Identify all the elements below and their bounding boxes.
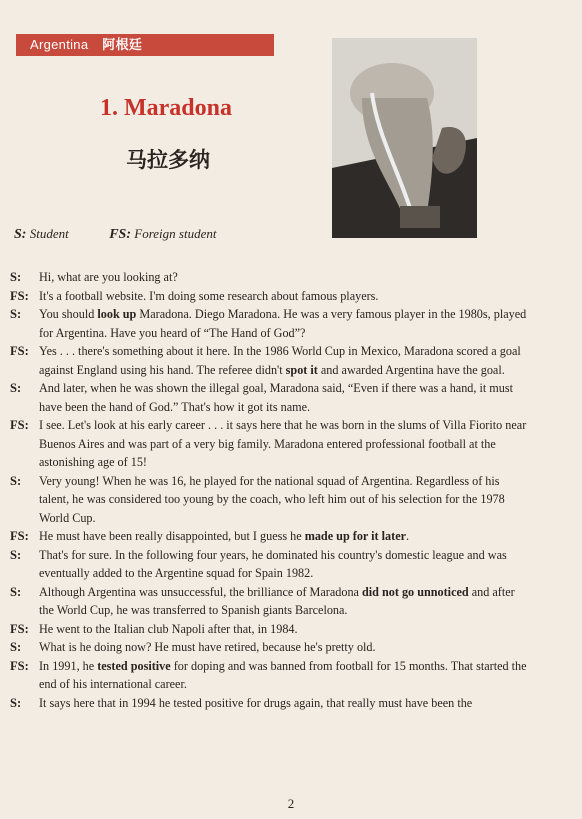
dialogue-text: He must have been really disappointed, but I guess he bbox=[39, 529, 305, 543]
dialogue-line bbox=[10, 583, 528, 620]
speaker-label: S: bbox=[10, 270, 22, 284]
dialogue-line bbox=[10, 379, 528, 416]
page-title-zh: 马拉多纳 bbox=[126, 148, 210, 172]
key-phrase: made up for it later bbox=[304, 529, 407, 543]
dialogue-text: And later, when he was shown the illegal goal, Maradona said, “Even if there was a hand, it must have been the hand of God.” That's how it got its name. bbox=[39, 381, 514, 414]
dialogue-line bbox=[10, 287, 528, 306]
speaker-label: FS: bbox=[10, 658, 29, 673]
dialogue-text: It says here that in 1994 he tested positive for drugs again, that really must have been the bbox=[39, 695, 473, 710]
speaker-label: S: bbox=[10, 584, 22, 599]
section-banner bbox=[16, 34, 274, 56]
dialogue bbox=[10, 268, 528, 712]
dialogue-line bbox=[10, 694, 528, 713]
dialogue-text: Maradona. Diego Maradona. He was a very famous player in the 1980s, played for Argentina. Have you heard of “The Hand of God”? bbox=[39, 307, 527, 340]
legend-fs-text: Foreign student bbox=[134, 226, 217, 241]
speaker-label: S: bbox=[10, 473, 22, 488]
dialogue-text: Yes . . . there's something about it here. In the 1986 World Cup in Mexico, Maradona scored a goal against England using his hand. The referee didn't bbox=[39, 344, 521, 377]
dialogue-text: It's a football website. I'm doing some research about famous players. bbox=[39, 288, 379, 303]
speaker-label: S: bbox=[10, 307, 22, 321]
dialogue-line bbox=[10, 638, 528, 657]
speaker-label: S: bbox=[10, 640, 22, 654]
dialogue-line bbox=[10, 342, 528, 379]
dialogue-line bbox=[10, 657, 528, 694]
dialogue-text: and awarded Argentina have the goal. bbox=[317, 362, 505, 377]
dialogue-line bbox=[10, 620, 528, 639]
page-title: 1. Maradona bbox=[100, 95, 232, 121]
dialogue-text: You should bbox=[39, 307, 98, 321]
world-cup-trophy-photo bbox=[332, 38, 477, 238]
speaker-label: S: bbox=[10, 381, 22, 395]
key-phrase: spot it bbox=[285, 362, 318, 377]
speaker-label: FS: bbox=[10, 418, 29, 432]
dialogue-text: and after the World Cup, he was transferred to Spanish giants Barcelona. bbox=[39, 584, 515, 617]
key-phrase: tested positive bbox=[97, 658, 171, 673]
speaker-label: FS: bbox=[10, 344, 29, 358]
banner-country-zh: 阿根廷 bbox=[102, 37, 143, 52]
dialogue-line bbox=[10, 268, 528, 287]
dialogue-line bbox=[10, 416, 528, 472]
dialogue-line bbox=[10, 305, 528, 342]
dialogue-text: In 1991, he bbox=[39, 658, 98, 673]
dialogue-text: That's for sure. In the following four years, he dominated his country's domestic league and was eventually added to the Argentine squad for Spain 1982. bbox=[39, 547, 507, 580]
speaker-label: FS: bbox=[10, 288, 29, 303]
speaker-label: S: bbox=[10, 547, 22, 562]
dialogue-text: He went to the Italian club Napoli after that, in 1984. bbox=[39, 621, 298, 636]
speaker-legend bbox=[14, 226, 216, 243]
dialogue-text: for doping and was banned from football for 15 months. That started the end of his international career. bbox=[39, 658, 527, 691]
key-phrase: did not go unnoticed bbox=[362, 584, 469, 599]
dialogue-text: . bbox=[406, 529, 410, 543]
legend-s-key: S: bbox=[14, 227, 27, 242]
speaker-label: FS: bbox=[10, 621, 29, 636]
key-phrase: look up bbox=[97, 307, 137, 321]
legend-s-text: Student bbox=[29, 226, 69, 241]
dialogue-line bbox=[10, 472, 528, 528]
page-number: 2 bbox=[287, 796, 295, 811]
dialogue-line bbox=[10, 546, 528, 583]
legend-fs-key: FS: bbox=[109, 227, 131, 242]
dialogue-text: I see. Let's look at his early career . . . it says here that he was born in the slums of Villa Fiorito near Buenos Aires and was part of a very big family. Maradona entered professional football at the astonishing age of 15! bbox=[39, 418, 527, 469]
banner-country: Argentina bbox=[30, 37, 89, 52]
dialogue-line bbox=[10, 527, 528, 546]
dialogue-text: What is he doing now? He must have retired, because he's pretty old. bbox=[39, 640, 376, 654]
trophy-illustration bbox=[332, 38, 477, 238]
speaker-label: S: bbox=[10, 695, 22, 710]
speaker-label: FS: bbox=[10, 529, 29, 543]
dialogue-text: Very young! When he was 16, he played for the national squad of Argentina. Regardless of his talent, he was considered too young by the coach, who left him out of his selection for the 1978 World Cup. bbox=[39, 473, 505, 525]
dialogue-text: Although Argentina was unsuccessful, the brilliance of Maradona bbox=[39, 584, 362, 599]
dialogue-text: Hi, what are you looking at? bbox=[39, 270, 178, 284]
